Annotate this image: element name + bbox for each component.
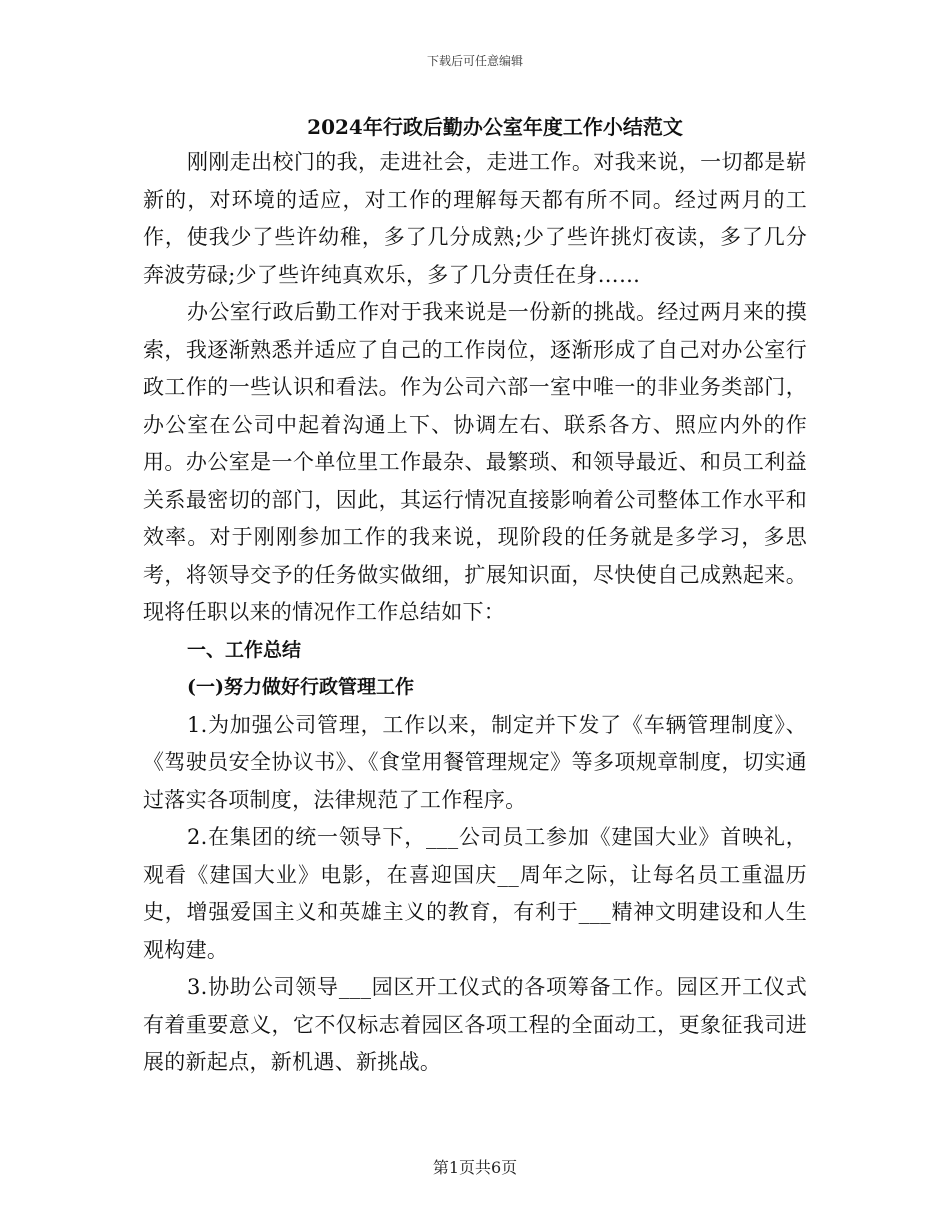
page-header-note: 下载后可任意编辑 [426, 54, 523, 68]
list-item: 2.在集团的统一领导下，___公司员工参加《建国大业》首映礼，观看《建国大业》电影，在喜迎国庆__周年之际，让每名员工重温历史，增强爱国主义和英雄主义的教育，有利于___精神文明建设和人生观构建。 [143, 825, 807, 962]
document-title: 2024年行政后勤办公室年度工作小结范文 [307, 115, 683, 139]
list-item: 3.协助公司领导___园区开工仪式的各项筹备工作。园区开工仪式有着重要意义，它不仅标志着园区各项工程的全面动工，更象征我司进展的新起点，新机遇、新挑战。 [143, 975, 807, 1074]
page-number: 第1页共6页 [432, 1158, 518, 1177]
paragraph-intro: 刚刚走出校门的我，走进社会，走进工作。对我来说，一切都是崭新的，对环境的适应，对工作的理解每天都有所不同。经过两月的工作，使我少了些许幼稚，多了几分成熟;少了些许挑灯夜读，多了几分奔波劳碌;少了些许纯真欢乐，多了几分责任在身…… [143, 150, 807, 287]
list-item: 1.为加强公司管理，工作以来，制定并下发了《车辆管理制度》、《驾驶员安全协议书》、《食堂用餐管理规定》等多项规章制度，切实通过落实各项制度，法律规范了工作程序。 [143, 712, 807, 812]
document-body [143, 110, 807, 1082]
section-heading: 一、工作总结 [187, 638, 302, 661]
subsection-heading: (一)努力做好行政管理工作 [187, 676, 414, 698]
paragraph-office-work: 办公室行政后勤工作对于我来说是一份新的挑战。经过两月来的摸索，我逐渐熟悉并适应了自己的工作岗位，逐渐形成了自己对办公室行政工作的一些认识和看法。作为公司六部一室中唯一的非业务类部门，办公室在公司中起着沟通上下、协调左右、联系各方、照应内外的作用。办公室是一个单位里工作最杂、最繁琐、和领导最近、和员工利益关系最密切的部门，因此，其运行情况直接影响着公司整体工作水平和效率。对于刚刚参加工作的我来说，现阶段的任务就是多学习，多思考，将领导交予的任务做实做细，扩展知识面，尽快使自己成熟起来。现将任职以来的情况作工作总结如下： [143, 300, 807, 624]
